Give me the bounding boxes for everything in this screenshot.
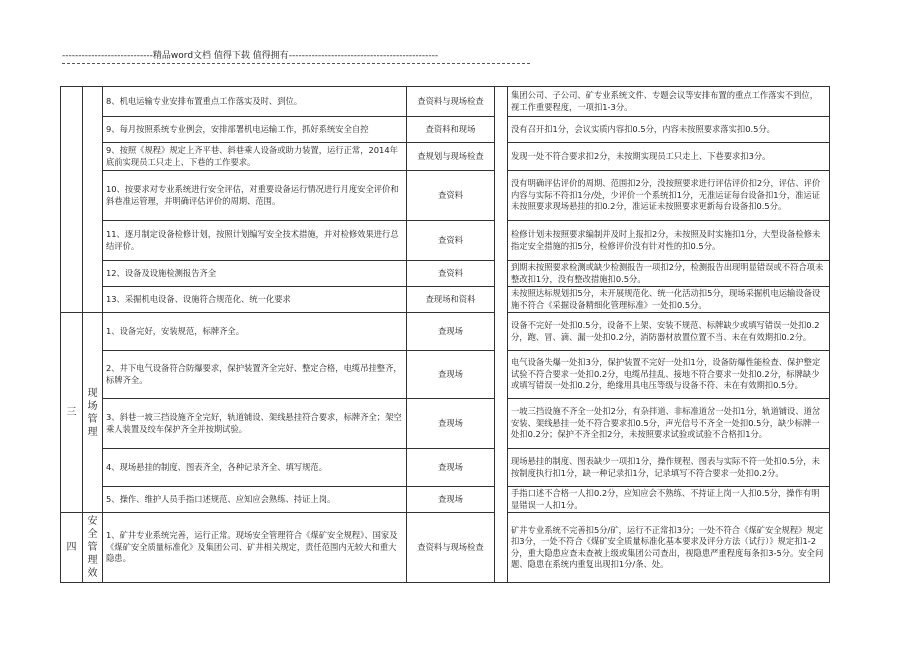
table-row: [61, 487, 830, 513]
standard-cell: 到期未按照要求检测或缺少检测报告一项扣2分，检测报告出现明显错误或不符合项未整改扣1分，没有整改措施扣0.5分。: [508, 261, 830, 287]
standard-cell: 集团公司、子公司、矿专业系统文件、专题会议等安排布置的重点工作落实不到位，视工作重要程度，一项扣1-3分。: [508, 87, 830, 117]
section-number: 四: [61, 513, 83, 583]
table-row: [61, 313, 830, 351]
standard-cell: 没有明确评估评价的周期、范围扣2分，没按照要求进行评估评价扣2分，评估、评价内容与实际不符扣1分/处，少评价一个系统扣1分，无准运证每台设备扣1分，准运证未按照要求现场悬挂的扣0.2分，准运证未按照要求更新每台设备扣0.5分。: [508, 171, 830, 221]
table-row: [61, 143, 830, 171]
section-label: [83, 513, 103, 583]
item-cell: 9、按照《规程》规定上齐平巷、斜巷乘人设备或助力装置，运行正常，2014年底前实现员工只走上、下巷的工作要求。: [103, 143, 407, 171]
method-cell: 查现场: [407, 399, 495, 449]
item-cell: 8、机电运输专业安排布置重点工作落实及时、到位。: [103, 87, 407, 117]
method-cell: 查资料与现场检查: [407, 513, 495, 583]
standard-cell: 矿井专业系统不完善扣5分/矿，运行不正常扣3分；一处不符合《煤矿安全规程》规定扣3分，一处不符合《煤矿安全质量标准化基本要求及评分方法（试行）》规定扣1-2分，重大隐患应查未查被上级或集团公司查出，视隐患严重程度每条扣3-5分。安全问题、隐患在系统内重复出现扣1分/条、处。: [508, 513, 830, 583]
table-row: [61, 449, 830, 487]
item-cell: 10、按要求对专业系统进行安全评估，对重要设备运行情况进行月度安全评价和斜巷准运管理，并明确评估评价的周期、范围。: [103, 171, 407, 221]
table-row: [61, 221, 830, 261]
standard-cell: 发现一处不符合要求扣2分，未按期实现员工只走上、下巷要求扣3分。: [508, 143, 830, 171]
item-cell: 5、操作、维护人员手指口述规范、应知应会熟练、持证上岗。: [103, 487, 407, 513]
section-label-text: 现场管理: [87, 387, 98, 438]
section-label-text: 安全管理效: [87, 516, 98, 579]
section-label: [83, 313, 103, 513]
header-divider: [62, 63, 530, 64]
standard-cell: 现场悬挂的制度、图表缺少一项扣1分，操作规程、图表与实际不符一处扣0.5分，未按制度执行扣1分，缺一种记录扣1分，记录填写不符合要求一处扣0.2分。: [508, 449, 830, 487]
section-label-cell: [83, 87, 103, 313]
item-cell: 13、采掘机电设备、设施符合规范化、统一化要求: [103, 287, 407, 313]
standard-cell: 一坡三挡设施不齐全一处扣2分，有杂拌道、非标准道岔一处扣1分，轨道铺设、道岔安装、架线悬挂一处不符合要求扣0.5分，声光信号不齐全一处扣0.5分，缺少标牌一处扣0.2分；保护不齐全扣2分，未按照要求试验或试验不合格扣1分。: [508, 399, 830, 449]
method-cell: 查资料: [407, 221, 495, 261]
standard-cell: 没有召开扣1分，会议实质内容扣0.5分，内容未按照要求落实扣0.5分。: [508, 117, 830, 143]
method-cell: 查资料与现场检查: [407, 87, 495, 117]
item-cell: 12、设备及设施检测报告齐全: [103, 261, 407, 287]
section-num-cell: [61, 87, 83, 313]
item-cell: 1、设备完好，安装规范，标牌齐全。: [103, 313, 407, 351]
method-cell: 查现场和资料: [407, 287, 495, 313]
method-cell: 查现场: [407, 449, 495, 487]
table-row: [61, 513, 830, 583]
table-row: [61, 117, 830, 143]
standard-cell: 设备不完好一处扣0.5分，设备不上架、安装不规范、标牌缺少或填写错误一处扣0.2分，跑、冒、滴、漏一处扣0.2分，消防器材放置位置不当、未在有效期扣0.2分。: [508, 313, 830, 351]
item-cell: 9、每月按照系统专业例会，安排部署机电运输工作，抓好系统安全自控: [103, 117, 407, 143]
standard-cell: 电气设备失爆一处扣3分，保护装置不完好一处扣1分，设备防爆性能检查、保护整定试验不符合要求一处扣0.2分，电缆吊挂乱、接地不符合要求一处扣0.2分，标牌缺少或填写错误一处扣0.2分，绝缘用具电压等级与设备不符、未在有效期扣0.5分。: [508, 351, 830, 399]
method-cell: 查现场: [407, 313, 495, 351]
method-cell: 查资料: [407, 261, 495, 287]
spacer-cell: [495, 87, 508, 583]
page-header: ----------------------------精品word文档 值得下载 值得拥有----------------------------------------------: [62, 51, 439, 61]
item-cell: 11、逐月制定设备检修计划，按照计划编写安全技术措施，并对检修效果进行总结评价。: [103, 221, 407, 261]
item-cell: 1、矿井专业系统完善，运行正常。现场安全管理符合《煤矿安全规程》、国家及《煤矿安全质量标准化》及集团公司、矿井相关规定，责任范围内无较大和重大隐患。: [103, 513, 407, 583]
item-cell: 2、井下电气设备符合防爆要求，保护装置齐全完好、整定合格，电缆吊挂整齐，标牌齐全。: [103, 351, 407, 399]
assessment-table: [60, 86, 830, 583]
method-cell: 查规划与现场检查: [407, 143, 495, 171]
method-cell: 查现场: [407, 351, 495, 399]
table-row: [61, 287, 830, 313]
item-cell: 4、现场悬挂的制度、图表齐全，各种记录齐全、填写规范。: [103, 449, 407, 487]
item-cell: 3、斜巷一坡三挡设施齐全完好，轨道铺设、架线悬挂符合要求，标牌齐全；架空乘人装置及绞车保护齐全并按期试验。: [103, 399, 407, 449]
table-row: [61, 399, 830, 449]
method-cell: 查资料: [407, 171, 495, 221]
standard-cell: 未按照达标规划扣5分，未开展规范化、统一化活动扣5分，现场采掘机电运输设备设施不符合《采掘设备精细化管理标准》一处扣0.5分。: [508, 287, 830, 313]
table-row: [61, 171, 830, 221]
method-cell: 查现场: [407, 487, 495, 513]
standard-cell: 检修计划未按照要求编制并及时上报扣2分，未按照及时实施扣1分，大型设备检修未指定安全措施的扣5分，检修评价没有针对性的扣0.5分。: [508, 221, 830, 261]
table-row: [61, 351, 830, 399]
table-row: [61, 87, 830, 117]
standard-cell: 手指口述不合格一人扣0.2分，应知应会不熟练、不持证上岗一人扣0.5分，操作有明显错误一人扣1分。: [508, 487, 830, 513]
method-cell: 查资料和现场: [407, 117, 495, 143]
section-number: 三: [61, 313, 83, 513]
table-row: [61, 261, 830, 287]
